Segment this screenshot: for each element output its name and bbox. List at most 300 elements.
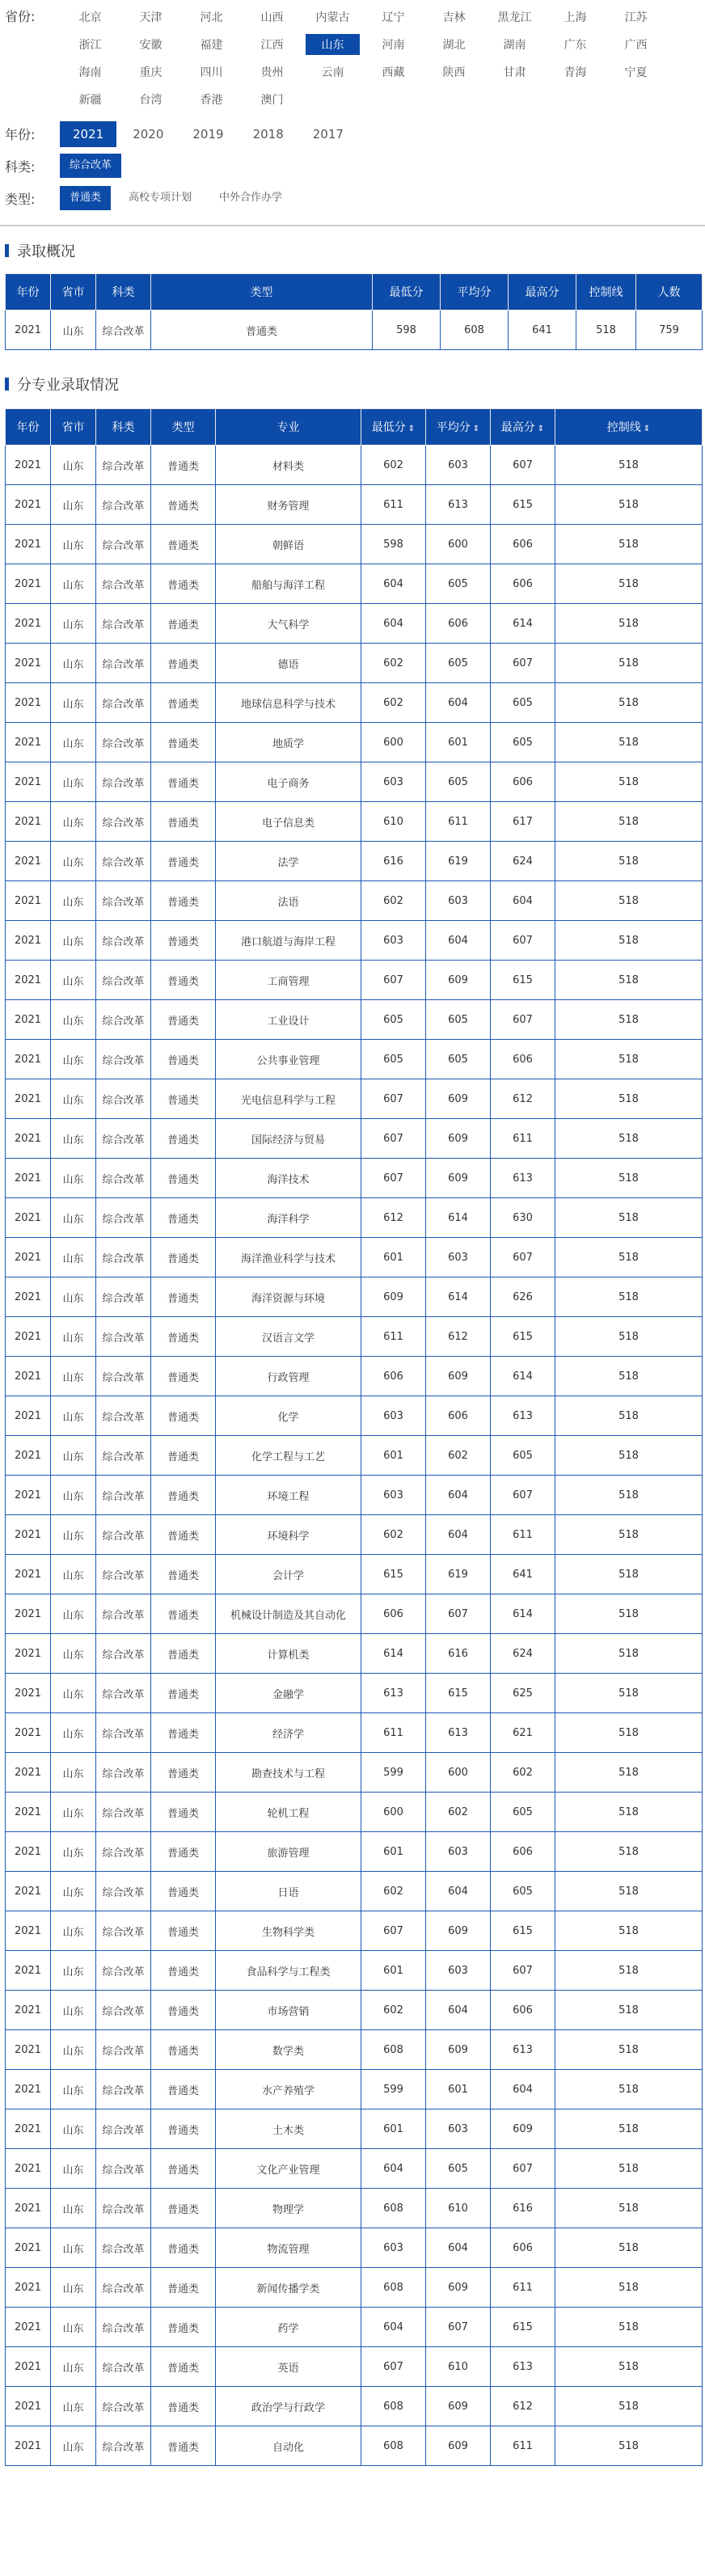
table-cell: 605 (491, 1872, 555, 1911)
table-cell: 普通类 (151, 446, 216, 485)
table-row (6, 2308, 703, 2347)
table-cell: 综合改革 (96, 1159, 151, 1198)
province-option[interactable]: 上海 (564, 11, 587, 24)
table-cell: 609 (426, 2268, 491, 2308)
table-cell: 2021 (6, 1000, 51, 1040)
table-cell: 山东 (51, 881, 96, 921)
column-header: 控制线 (576, 274, 636, 310)
table-cell: 615 (491, 2308, 555, 2347)
table-cell: 604 (426, 2228, 491, 2268)
table-cell: 609 (426, 1119, 491, 1159)
table-cell: 2021 (6, 2268, 51, 2308)
table-cell: 综合改革 (96, 802, 151, 842)
table-cell: 2021 (6, 2347, 51, 2387)
table-cell: 综合改革 (96, 1476, 151, 1515)
table-cell: 山东 (51, 921, 96, 961)
table-cell: 综合改革 (96, 2109, 151, 2149)
table-cell: 613 (491, 2030, 555, 2070)
table-cell: 山东 (51, 1436, 96, 1476)
section-marker (5, 244, 9, 257)
table-cell: 518 (555, 1476, 703, 1515)
table-cell: 综合改革 (96, 525, 151, 564)
table-cell: 601 (361, 1436, 426, 1476)
table-cell: 普通类 (151, 1396, 216, 1436)
major-name-cell: 会计学 (216, 1555, 361, 1594)
table-cell: 518 (555, 723, 703, 762)
header-label: 年份 (16, 421, 40, 434)
table-cell: 601 (361, 1951, 426, 1991)
table-cell: 601 (361, 1238, 426, 1277)
table-cell: 山东 (51, 683, 96, 723)
table-cell: 611 (361, 1713, 426, 1753)
table-row (6, 1238, 703, 1277)
province-option[interactable]: 广东 (564, 39, 587, 52)
column-header: 年份 (6, 274, 51, 310)
major-name-cell: 行政管理 (216, 1357, 361, 1396)
table-cell: 2021 (6, 1991, 51, 2030)
province-list (60, 3, 666, 113)
table-cell: 普通类 (151, 2228, 216, 2268)
header-label: 省市 (61, 421, 85, 434)
year-option[interactable]: 2018 (252, 127, 284, 141)
table-cell: 综合改革 (96, 564, 151, 604)
type-list (60, 186, 300, 210)
table-cell: 2021 (6, 644, 51, 683)
header-label: 平均分 (436, 421, 471, 434)
table-row (6, 525, 703, 564)
table-cell: 603 (426, 881, 491, 921)
province-option[interactable]: 福建 (200, 39, 223, 52)
table-cell: 普通类 (151, 1634, 216, 1674)
table-cell: 2021 (6, 1317, 51, 1357)
header-label: 类型 (171, 421, 195, 434)
table-cell: 608 (361, 2189, 426, 2228)
major-name-cell: 公共事业管理 (216, 1040, 361, 1079)
province-option[interactable]: 山东 (306, 34, 360, 55)
major-name-cell: 海洋渔业科学与技术 (216, 1238, 361, 1277)
table-cell: 2021 (6, 1951, 51, 1991)
major-header-row (6, 409, 703, 446)
table-row (6, 1357, 703, 1396)
table-cell: 山东 (51, 1238, 96, 1277)
column-header (6, 409, 51, 446)
table-cell: 山东 (51, 1594, 96, 1634)
table-cell: 603 (361, 1476, 426, 1515)
table-cell: 2021 (6, 2109, 51, 2149)
sortable-column-header[interactable] (361, 409, 426, 446)
subject-filter (0, 154, 705, 181)
overview-table (5, 273, 703, 350)
table-cell: 普通类 (151, 1198, 216, 1238)
major-name-cell: 物理学 (216, 2189, 361, 2228)
table-cell: 604 (426, 1872, 491, 1911)
table-cell: 普通类 (151, 762, 216, 802)
table-cell: 611 (361, 485, 426, 525)
table-cell: 518 (555, 762, 703, 802)
table-cell: 607 (361, 1159, 426, 1198)
table-cell: 综合改革 (96, 1793, 151, 1832)
table-cell: 607 (361, 1911, 426, 1951)
major-name-cell: 计算机类 (216, 1634, 361, 1674)
table-cell: 综合改革 (96, 2149, 151, 2189)
table-cell: 609 (426, 961, 491, 1000)
year-option[interactable]: 2021 (60, 121, 116, 147)
overview-header-row (6, 274, 703, 310)
table-cell: 普通类 (151, 1951, 216, 1991)
table-cell: 综合改革 (96, 1436, 151, 1476)
table-cell: 综合改革 (96, 881, 151, 921)
table-cell: 611 (491, 2268, 555, 2308)
table-cell: 518 (555, 683, 703, 723)
table-cell: 609 (426, 2030, 491, 2070)
table-cell: 615 (426, 1674, 491, 1713)
table-cell: 2021 (6, 1277, 51, 1317)
province-option[interactable]: 青海 (564, 66, 587, 79)
table-cell: 608 (361, 2030, 426, 2070)
column-header: 科类 (96, 274, 151, 310)
year-option[interactable]: 2017 (312, 127, 344, 141)
sort-icon[interactable]: ⇕ (472, 424, 480, 433)
table-cell: 612 (491, 1079, 555, 1119)
province-option[interactable]: 湖南 (503, 39, 526, 52)
table-cell: 606 (491, 564, 555, 604)
table-cell: 山东 (51, 1198, 96, 1238)
table-cell: 综合改革 (96, 1000, 151, 1040)
table-cell: 普通类 (151, 881, 216, 921)
table-row (6, 683, 703, 723)
table-cell: 605 (491, 723, 555, 762)
sort-icon[interactable]: ⇕ (643, 424, 651, 433)
table-cell: 综合改革 (96, 921, 151, 961)
table-cell: 普通类 (151, 2149, 216, 2189)
table-cell: 602 (361, 446, 426, 485)
table-cell: 山东 (51, 2030, 96, 2070)
table-cell: 609 (426, 1159, 491, 1198)
table-cell: 2021 (6, 961, 51, 1000)
table-cell: 605 (426, 762, 491, 802)
table-cell: 普通类 (151, 1991, 216, 2030)
table-cell: 普通类 (151, 485, 216, 525)
table-cell: 2021 (6, 1159, 51, 1198)
table-row (6, 1594, 703, 1634)
divider (0, 225, 705, 226)
table-cell: 综合改革 (96, 1515, 151, 1555)
table-cell: 518 (555, 2268, 703, 2308)
major-name-cell: 勘查技术与工程 (216, 1753, 361, 1793)
province-option[interactable]: 台湾 (139, 94, 163, 107)
table-cell: 综合改革 (96, 1555, 151, 1594)
province-option[interactable]: 重庆 (139, 66, 163, 79)
table-cell: 599 (361, 1753, 426, 1793)
major-name-cell: 环境科学 (216, 1515, 361, 1555)
table-cell: 山东 (51, 1713, 96, 1753)
table-cell: 518 (555, 1079, 703, 1119)
table-cell: 610 (426, 2347, 491, 2387)
table-cell: 普通类 (151, 1119, 216, 1159)
year-option[interactable]: 2019 (192, 127, 224, 141)
table-cell: 山东 (51, 2070, 96, 2109)
table-cell: 611 (361, 1317, 426, 1357)
column-header: 类型 (151, 274, 373, 310)
major-body (6, 446, 703, 2466)
type-label: 类型: (5, 192, 36, 207)
table-cell: 518 (555, 1872, 703, 1911)
table-cell: 600 (361, 1793, 426, 1832)
province-option[interactable]: 天津 (139, 11, 163, 24)
table-cell: 603 (361, 1396, 426, 1436)
major-name-cell: 物流管理 (216, 2228, 361, 2268)
table-cell: 619 (426, 842, 491, 881)
table-cell: 综合改革 (96, 644, 151, 683)
table-cell: 山东 (51, 961, 96, 1000)
table-cell: 518 (555, 2149, 703, 2189)
table-cell: 综合改革 (96, 1594, 151, 1634)
table-row (6, 1991, 703, 2030)
type-option[interactable]: 高校专项计划 (129, 192, 192, 204)
major-name-cell: 大气科学 (216, 604, 361, 644)
table-cell: 2021 (6, 1238, 51, 1277)
table-row (6, 842, 703, 881)
table-row (6, 1277, 703, 1317)
province-option[interactable]: 广西 (624, 39, 648, 52)
type-option[interactable]: 中外合作办学 (219, 192, 283, 204)
table-cell: 607 (491, 1000, 555, 1040)
sort-icon[interactable]: ⇕ (407, 424, 416, 433)
table-cell: 山东 (51, 1396, 96, 1436)
table-cell: 616 (426, 1634, 491, 1674)
province-option[interactable]: 安徽 (139, 39, 163, 52)
province-option[interactable]: 江西 (260, 39, 284, 52)
table-cell: 综合改革 (96, 485, 151, 525)
sort-icon[interactable]: ⇕ (537, 424, 545, 433)
table-row (6, 644, 703, 683)
table-row (6, 446, 703, 485)
table-cell: 2021 (6, 762, 51, 802)
table-cell: 综合改革 (96, 2268, 151, 2308)
table-cell: 518 (555, 1000, 703, 1040)
province-option[interactable]: 内蒙古 (315, 11, 350, 24)
table-cell: 605 (426, 564, 491, 604)
table-cell: 600 (426, 1753, 491, 1793)
province-option[interactable]: 湖北 (442, 39, 466, 52)
province-option[interactable]: 新疆 (78, 94, 102, 107)
table-cell: 605 (491, 683, 555, 723)
table-cell: 综合改革 (96, 961, 151, 1000)
table-cell: 615 (361, 1555, 426, 1594)
table-cell: 601 (361, 1832, 426, 1872)
province-option[interactable]: 江苏 (624, 11, 648, 24)
column-header: 最高分 (509, 274, 576, 310)
province-label: 省份: (5, 9, 36, 24)
table-cell: 普通类 (151, 2189, 216, 2228)
table-cell: 普通类 (151, 310, 373, 350)
major-name-cell: 药学 (216, 2308, 361, 2347)
province-option[interactable]: 海南 (78, 66, 102, 79)
table-row (6, 1872, 703, 1911)
province-option[interactable]: 甘肃 (503, 66, 526, 79)
table-cell: 518 (555, 1277, 703, 1317)
table-cell: 山东 (51, 723, 96, 762)
province-option[interactable]: 西藏 (382, 66, 405, 79)
table-cell: 山东 (51, 2387, 96, 2426)
table-cell: 综合改革 (96, 604, 151, 644)
table-cell: 综合改革 (96, 1753, 151, 1793)
table-cell: 普通类 (151, 564, 216, 604)
province-option[interactable]: 吉林 (442, 11, 466, 24)
table-cell: 610 (361, 802, 426, 842)
province-option[interactable]: 澳门 (260, 94, 284, 107)
overview-section-title: 录取概况 (0, 234, 705, 267)
major-name-cell: 朝鲜语 (216, 525, 361, 564)
major-name-cell: 海洋科学 (216, 1198, 361, 1238)
province-option[interactable]: 辽宁 (382, 11, 405, 24)
province-option[interactable]: 黑龙江 (497, 11, 532, 24)
year-option[interactable]: 2020 (133, 127, 164, 141)
table-cell: 2021 (6, 2426, 51, 2466)
table-cell: 综合改革 (96, 1872, 151, 1911)
table-cell: 山东 (51, 2228, 96, 2268)
table-cell: 602 (361, 644, 426, 683)
table-cell: 518 (576, 310, 636, 350)
table-cell: 综合改革 (96, 1040, 151, 1079)
province-option[interactable]: 浙江 (78, 39, 102, 52)
table-cell: 518 (555, 1119, 703, 1159)
table-row (6, 1396, 703, 1436)
table-cell: 607 (426, 2308, 491, 2347)
table-cell: 普通类 (151, 644, 216, 683)
table-cell: 普通类 (151, 1357, 216, 1396)
table-cell: 603 (426, 1238, 491, 1277)
table-cell: 604 (491, 2070, 555, 2109)
table-cell: 山东 (51, 1079, 96, 1119)
admission-page (0, 3, 705, 2466)
table-row (6, 1911, 703, 1951)
sortable-column-header[interactable] (491, 409, 555, 446)
major-name-cell: 机械设计制造及其自动化 (216, 1594, 361, 1634)
table-cell: 641 (509, 310, 576, 350)
major-name-cell: 工商管理 (216, 961, 361, 1000)
major-name-cell: 市场营销 (216, 1991, 361, 2030)
province-option[interactable]: 河南 (382, 39, 405, 52)
table-cell: 606 (491, 525, 555, 564)
province-option[interactable]: 北京 (78, 11, 102, 24)
table-row (6, 310, 703, 350)
table-row (6, 1793, 703, 1832)
table-cell: 518 (555, 1396, 703, 1436)
table-cell: 普通类 (151, 683, 216, 723)
table-cell: 518 (555, 1832, 703, 1872)
table-cell: 2021 (6, 2189, 51, 2228)
table-cell: 2021 (6, 1594, 51, 1634)
table-row (6, 2189, 703, 2228)
column-header: 人数 (636, 274, 703, 310)
table-cell: 616 (361, 842, 426, 881)
province-option[interactable]: 山西 (260, 11, 284, 24)
table-cell: 606 (361, 1357, 426, 1396)
table-cell: 518 (555, 2109, 703, 2149)
table-cell: 山东 (51, 1476, 96, 1515)
column-header (96, 409, 151, 446)
table-cell: 518 (555, 802, 703, 842)
table-cell: 609 (426, 1911, 491, 1951)
sortable-column-header[interactable] (555, 409, 703, 446)
province-option[interactable]: 陕西 (442, 66, 466, 79)
header-label: 专业 (277, 421, 300, 434)
table-cell: 综合改革 (96, 723, 151, 762)
table-cell: 613 (361, 1674, 426, 1713)
table-cell: 综合改革 (96, 2426, 151, 2466)
major-section-title: 分专业录取情况 (0, 368, 705, 400)
column-header (216, 409, 361, 446)
major-name-cell: 日语 (216, 1872, 361, 1911)
province-option[interactable]: 四川 (200, 66, 223, 79)
table-cell: 607 (491, 644, 555, 683)
major-name-cell: 法学 (216, 842, 361, 881)
table-cell: 2021 (6, 2030, 51, 2070)
table-cell: 605 (426, 1040, 491, 1079)
table-cell: 518 (555, 921, 703, 961)
table-row (6, 564, 703, 604)
table-cell: 普通类 (151, 2308, 216, 2347)
table-cell: 山东 (51, 2189, 96, 2228)
table-cell: 2021 (6, 802, 51, 842)
major-name-cell: 船舶与海洋工程 (216, 564, 361, 604)
table-cell: 607 (491, 1238, 555, 1277)
table-cell: 2021 (6, 881, 51, 921)
table-cell: 612 (426, 1317, 491, 1357)
province-option[interactable]: 云南 (321, 66, 344, 79)
major-name-cell: 财务管理 (216, 485, 361, 525)
table-row (6, 1040, 703, 1079)
table-cell: 普通类 (151, 604, 216, 644)
table-cell: 2021 (6, 2149, 51, 2189)
province-option[interactable]: 香港 (200, 94, 223, 107)
table-cell: 607 (361, 961, 426, 1000)
table-row (6, 604, 703, 644)
table-row (6, 2070, 703, 2109)
year-list (60, 121, 360, 147)
major-name-cell: 水产养殖学 (216, 2070, 361, 2109)
province-option[interactable]: 河北 (200, 11, 223, 24)
table-cell: 614 (361, 1634, 426, 1674)
major-name-cell: 港口航道与海岸工程 (216, 921, 361, 961)
column-header (51, 409, 96, 446)
table-cell: 山东 (51, 1911, 96, 1951)
table-cell: 2021 (6, 564, 51, 604)
table-cell: 山东 (51, 310, 96, 350)
table-cell: 山东 (51, 446, 96, 485)
province-option[interactable]: 贵州 (260, 66, 284, 79)
sortable-column-header[interactable] (426, 409, 491, 446)
major-name-cell: 文化产业管理 (216, 2149, 361, 2189)
subject-option[interactable]: 综合改革 (60, 154, 121, 178)
table-cell: 2021 (6, 723, 51, 762)
table-cell: 518 (555, 1159, 703, 1198)
province-option[interactable]: 宁夏 (624, 66, 648, 79)
type-option[interactable]: 普通类 (60, 186, 111, 210)
table-cell: 综合改革 (96, 1317, 151, 1357)
table-cell: 602 (426, 1436, 491, 1476)
table-cell: 普通类 (151, 1872, 216, 1911)
table-cell: 山东 (51, 1159, 96, 1198)
table-cell: 605 (426, 1000, 491, 1040)
table-cell: 607 (491, 921, 555, 961)
major-name-cell: 海洋技术 (216, 1159, 361, 1198)
table-row (6, 485, 703, 525)
table-cell: 山东 (51, 1832, 96, 1872)
table-cell: 综合改革 (96, 1079, 151, 1119)
table-cell: 山东 (51, 1555, 96, 1594)
